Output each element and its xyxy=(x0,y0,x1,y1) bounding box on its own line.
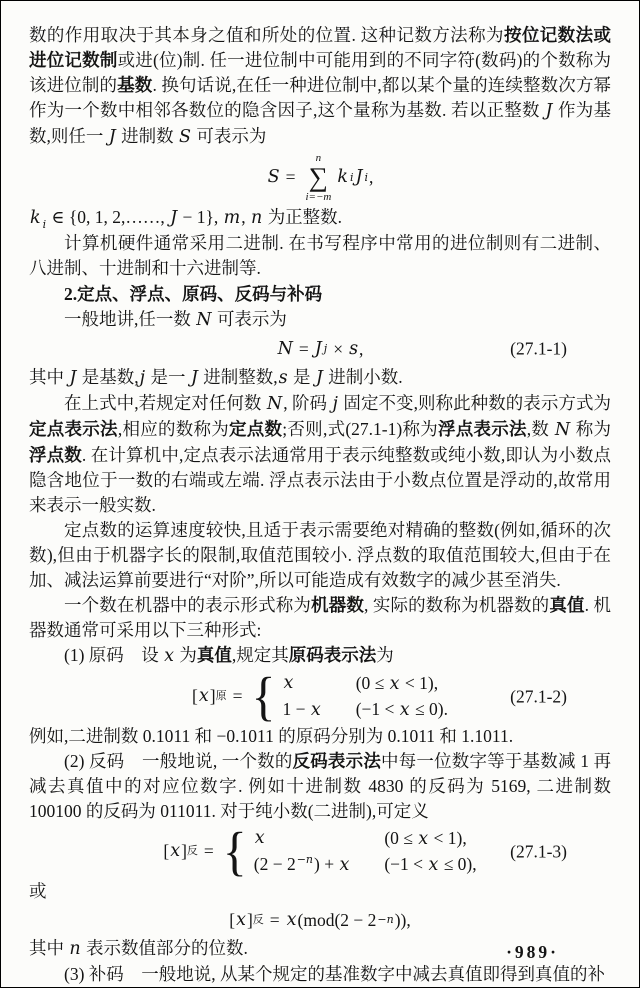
case-condition xyxy=(356,697,448,722)
math-var: x xyxy=(198,686,209,707)
math-var: x xyxy=(428,855,439,876)
left-brace: { xyxy=(251,665,276,727)
text-run: (3) 补码 一般地说, 从某个规定的基准数字中减去真值即得到真值的补 xyxy=(64,964,606,985)
bold-term-true-value: 真值 xyxy=(549,595,585,616)
text-run: , xyxy=(241,207,251,228)
text-run: 可表示为 xyxy=(212,309,287,330)
bold-term-floating-point-number: 浮点数 xyxy=(29,445,82,466)
text-run: 在上式中,若规定对任何数 xyxy=(64,393,266,414)
cases-grid xyxy=(254,826,477,877)
text-run: 定点数的运算速度较快,且适于表示需要绝对精确的整数(例如,循环的次数),但由于机器字长的限制,取值范围较小. 浮点数的取值范围较大,但由于在加、减法运算前要进行“对阶”,所以可能造成有效数字的减少甚至消失. xyxy=(29,520,611,591)
math-var: x xyxy=(339,855,350,876)
math-var: J xyxy=(69,368,77,389)
text-run: ≤ 0). xyxy=(410,699,448,720)
bracket-left: [ xyxy=(163,841,170,862)
text-run: 进制数 xyxy=(116,126,179,146)
text-run: 是基数, xyxy=(77,367,139,388)
bold-term-inverse-code-notation: 反码表示法 xyxy=(292,751,382,772)
math-var: x xyxy=(389,674,400,695)
text-run: 数的作用取决于其本身之值和所处的位置. 这种记数方法称为 xyxy=(29,25,504,45)
bold-term-floating-point-notation: 浮点表示法 xyxy=(437,419,527,440)
bold-term-radix: 基数 xyxy=(117,75,153,95)
text-run: ,规定其 xyxy=(231,645,289,666)
sigma-glyph: ∑ xyxy=(308,162,329,193)
text-run: 是一 xyxy=(146,367,190,388)
bracket-right: ] xyxy=(246,909,253,930)
case-condition xyxy=(384,826,476,851)
para-or xyxy=(29,879,611,904)
math-var: J xyxy=(355,167,363,188)
bold-term-true-value: 真值 xyxy=(196,645,232,666)
text-run: 例如,二进制数 0.1011 和 −0.1011 的原码分别为 0.1011 和 1.1011. xyxy=(29,726,514,747)
code-subscript-inverse: 反 xyxy=(252,913,264,926)
math-var: N xyxy=(266,394,283,415)
math-var: N xyxy=(196,310,212,331)
math-var: S xyxy=(267,167,280,188)
text-run: 一个数在机器中的表示形式称为 xyxy=(64,595,312,616)
code-subscript-inverse: 反 xyxy=(186,845,198,858)
text-run: (−1 < xyxy=(384,854,428,875)
equals-sign: = xyxy=(269,909,280,930)
formula-27-1-2 xyxy=(29,665,611,727)
text-run: ;否则,式(27.1-1)称为 xyxy=(282,419,438,440)
math-superscript: −n xyxy=(296,853,314,867)
text-run: (2 − 2 xyxy=(253,854,296,875)
text-run: 表示数值部分的位数. xyxy=(81,938,248,959)
equals-sign: = xyxy=(285,167,296,188)
bracket-left: [ xyxy=(192,686,198,707)
equals-sign: = xyxy=(203,841,214,862)
sigma-operator xyxy=(305,152,331,203)
cases-grid xyxy=(282,671,448,722)
bracket-right: ] xyxy=(209,686,216,707)
text-run: 计算机硬件通常采用二进制. 在书写程序中常用的进位制则有二进制、八进制、十进制和十六进制等. xyxy=(29,233,611,279)
para-item-3-complement-code xyxy=(29,962,611,987)
para-binary-usage xyxy=(29,231,611,281)
code-subscript-original: 原 xyxy=(215,690,227,703)
case-condition xyxy=(356,671,448,696)
math-var: j xyxy=(332,394,338,415)
math-var: J xyxy=(545,101,553,121)
text-run: 可表示为 xyxy=(192,126,267,146)
text-run: 为正整数. xyxy=(263,207,343,228)
case-value: x xyxy=(283,673,294,694)
equals-sign: = xyxy=(298,338,309,359)
text-run: ,相应的数称为 xyxy=(117,419,230,440)
text-run: (0 ≤ xyxy=(384,828,418,849)
case-value xyxy=(254,852,351,877)
formula-mod: [ x ] 反 = x (mod(2 − 2 −n )), xyxy=(29,906,611,934)
section-heading-fixed-floating-codes xyxy=(29,282,611,307)
math-var: k xyxy=(337,167,348,188)
text-run: 或进(位)制. 任一进位制中可能用到的不同字符(数码)的个数称为该进位制的 xyxy=(29,50,611,95)
para-original-code-example xyxy=(29,724,611,749)
text-run: < 1), xyxy=(429,828,467,849)
text-run: (0 ≤ xyxy=(355,673,389,694)
equation-number: (27.1-2) xyxy=(510,686,567,707)
text-run: 中每一位数字等于基数减 1 再减去真值中的对应位数字. 例如十进制数 4830 的反码为 5169, 二进制数 100100 的反码为 011011. 对于纯小数(二进制),可定义 xyxy=(29,751,612,822)
math-var: S xyxy=(179,127,192,147)
text-run: , xyxy=(369,167,374,188)
text-run: , 实际的数称为机器数的 xyxy=(363,595,550,616)
math-var: N xyxy=(277,338,293,359)
case-condition xyxy=(384,852,476,877)
sigma-lower-limit: i=−m xyxy=(305,191,332,204)
bold-term-machine-number: 机器数 xyxy=(311,595,364,616)
math-var: J xyxy=(170,208,178,229)
equation-number: (27.1-3) xyxy=(510,841,567,862)
math-var: x xyxy=(418,829,429,850)
page-number: ·989· xyxy=(506,942,559,962)
text-run: 一般地讲,任一数 xyxy=(64,309,196,330)
equals-sign: = xyxy=(232,686,243,707)
math-var: x xyxy=(170,841,181,862)
text-run: − 1}, xyxy=(178,207,223,228)
text-run: (−1 < xyxy=(355,699,399,720)
text-run: ) + xyxy=(314,854,339,875)
text-run: 是 xyxy=(288,367,315,388)
text-run: 或 xyxy=(29,881,47,902)
bold-term-original-code-notation: 原码表示法 xyxy=(288,645,377,666)
text-run: 其中 xyxy=(29,367,69,388)
case-value xyxy=(282,697,321,722)
math-var: N xyxy=(554,420,571,441)
text-run: 其中 xyxy=(29,938,69,959)
text-run: (1) 原码 设 xyxy=(64,645,164,666)
text-run: 为 xyxy=(376,645,394,666)
math-var: n xyxy=(69,939,81,960)
text-run: 作为基数,则任一 xyxy=(29,100,612,146)
text-run: ∈ {0, 1, 2,……, xyxy=(47,207,170,228)
para-item-2-inverse-code xyxy=(29,749,611,824)
text-run: 为 xyxy=(175,645,197,666)
para-k-range xyxy=(29,205,611,231)
math-var: J xyxy=(314,338,322,359)
math-var: k xyxy=(30,208,41,229)
text-run: 称为 xyxy=(571,419,612,440)
text-run: )), xyxy=(394,909,411,930)
math-var: J xyxy=(315,368,323,389)
math-var: s xyxy=(278,368,288,389)
bold-term-positional-notation: 按位记数法或进位记数制 xyxy=(29,25,612,70)
text-run: . 在计算机中,定点表示法通常用于表示纯整数或纯小数,即认为小数点隐含地位于一数的右端或左端. 浮点表示法由于小数点位置是浮动的,故常用来表示一般实数. xyxy=(29,445,612,516)
text-run: 1 − xyxy=(282,699,310,720)
math-var: J xyxy=(108,127,116,147)
cases-group xyxy=(248,665,448,727)
para-machine-number xyxy=(29,593,611,643)
equation-number: (27.1-1) xyxy=(510,338,567,359)
bracket-right: ] xyxy=(181,841,187,862)
math-subscript: i xyxy=(42,217,47,231)
sigma-upper-limit: n xyxy=(315,152,322,164)
para-item-1-original-code xyxy=(29,643,611,669)
heading-text: 2.定点、浮点、原码、反码与补码 xyxy=(64,284,323,305)
para-fixed-floating-definition xyxy=(29,391,611,518)
text-run: 进制小数. xyxy=(323,367,403,388)
para-general-number xyxy=(29,307,611,333)
math-var: x xyxy=(236,909,246,930)
text-run: (mod(2 − 2 xyxy=(297,909,377,930)
cases-group xyxy=(220,820,477,882)
math-var: J xyxy=(190,368,198,389)
para-speed-range-comparison xyxy=(29,518,611,593)
text-run: . 机器数通常可采用以下三种形式: xyxy=(29,595,612,641)
formula-sum: S = n ∑ i=−m k i J i , xyxy=(267,152,374,204)
case-value: x xyxy=(254,828,265,849)
math-var: j xyxy=(139,368,146,389)
math-var: x xyxy=(286,909,297,930)
text-run: < 1), xyxy=(400,673,439,694)
bold-term-fixed-point-number: 定点数 xyxy=(229,419,283,440)
text-run: . 换句话说,在任一种进位制中,都以某个量的连续整数次方幂作为一个数中相邻各数位的隐含因子,这个量称为基数. 若以正整数 xyxy=(29,75,612,120)
text-run: ,数 xyxy=(526,419,554,440)
formula-27-1-1: N = J j × s , (27.1-1) xyxy=(29,335,611,363)
math-var: x xyxy=(164,646,175,667)
text-run: , xyxy=(359,338,364,359)
left-brace: { xyxy=(222,820,247,882)
math-var: x xyxy=(310,700,321,721)
math-var: n xyxy=(251,208,263,229)
para-positional-notation xyxy=(29,23,611,150)
formula-27-1-3 xyxy=(29,820,611,882)
text-run: (2) 反码 一般地说, 一个数的 xyxy=(64,751,293,772)
text-run: 固定不变,则称此种数的表示方式为 xyxy=(338,393,612,414)
text-run: ≤ 0), xyxy=(439,854,477,875)
math-var: m xyxy=(223,208,241,229)
times-sign: × xyxy=(333,338,344,359)
text-run: , 阶码 xyxy=(283,393,332,414)
text-run: 进制整数, xyxy=(198,367,278,388)
math-var: x xyxy=(399,700,410,721)
para-eq1-explain xyxy=(29,365,611,391)
bold-term-fixed-point-notation: 定点表示法 xyxy=(29,419,118,440)
bracket-left: [ xyxy=(229,909,236,930)
math-var: s xyxy=(349,338,359,359)
